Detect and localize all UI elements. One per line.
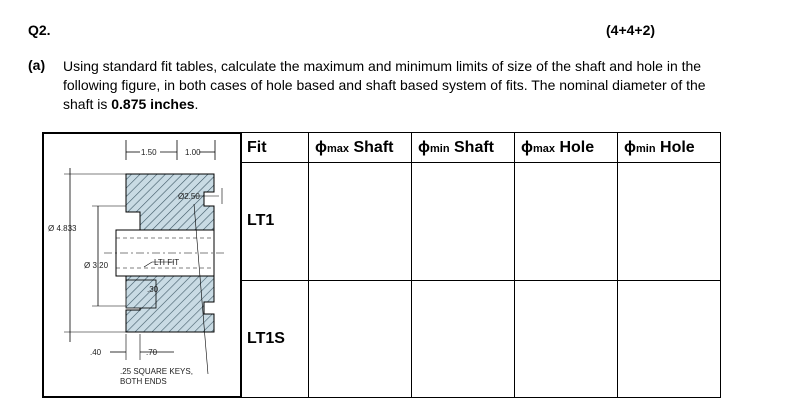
dim-1-00: 1.00 bbox=[185, 148, 201, 157]
dim-0-40: .40 bbox=[90, 348, 102, 357]
answer-cell[interactable] bbox=[515, 163, 618, 281]
header-sub: max bbox=[327, 142, 350, 155]
header-fit bbox=[241, 133, 309, 163]
question-text-main: Using standard fit tables, calculate the maximum and minimum limits of size of the shaft and hole in the following figure, in both cases of hole based and shaft based system of fits. The nominal diameter of the shaft is bbox=[63, 58, 706, 112]
header-sub: max bbox=[533, 142, 556, 155]
fit-callout: LTI FIT bbox=[154, 258, 180, 267]
header-suffix: Hole bbox=[555, 138, 595, 156]
header-fit-label: Fit bbox=[247, 138, 267, 156]
gear-drawing bbox=[44, 134, 240, 396]
answer-cell[interactable] bbox=[309, 280, 412, 398]
header-sub: min bbox=[636, 142, 656, 155]
header-max-shaft bbox=[309, 133, 412, 163]
header-min-shaft bbox=[412, 133, 515, 163]
dim-dia-2-50: Ø2.50 bbox=[178, 192, 200, 201]
answer-cell[interactable] bbox=[515, 280, 618, 398]
table-row bbox=[241, 280, 721, 398]
table-row bbox=[241, 163, 721, 281]
answer-cell[interactable] bbox=[618, 280, 721, 398]
fits-table bbox=[240, 132, 721, 398]
header-sub: min bbox=[430, 142, 450, 155]
answer-cell[interactable] bbox=[412, 280, 515, 398]
header-max-hole bbox=[515, 133, 618, 163]
question-text bbox=[63, 57, 713, 114]
part-label: (a) bbox=[28, 57, 46, 73]
answer-cell[interactable] bbox=[412, 163, 515, 281]
dim-0-70: .70 bbox=[146, 348, 158, 357]
header-suffix: Shaft bbox=[449, 138, 495, 156]
fit-cell: LT1S bbox=[241, 280, 309, 398]
dim-dia-3-20: Ø 3.20 bbox=[84, 261, 109, 270]
phi-symbol: ϕ bbox=[624, 138, 636, 156]
answer-cell[interactable] bbox=[618, 163, 721, 281]
dim-0-30: .30 bbox=[147, 285, 159, 294]
fit-cell: LT1 bbox=[241, 163, 309, 281]
dim-dia-4-833: Ø 4.833 bbox=[48, 224, 77, 233]
dim-1-50: 1.50 bbox=[141, 148, 157, 157]
gear-upper-section bbox=[126, 174, 214, 230]
dim-top bbox=[126, 140, 215, 160]
header-suffix: Hole bbox=[655, 138, 695, 156]
header-suffix: Shaft bbox=[349, 138, 394, 156]
phi-symbol: ϕ bbox=[521, 138, 533, 156]
table-header-row bbox=[241, 133, 721, 163]
question-text-bold: 0.875 inches bbox=[111, 96, 195, 112]
header-min-hole bbox=[618, 133, 721, 163]
answer-cell[interactable] bbox=[309, 163, 412, 281]
note-keys: .25 SQUARE KEYS, bbox=[120, 367, 193, 376]
question-text-end: . bbox=[194, 96, 199, 112]
question-number: Q2. bbox=[28, 22, 51, 38]
gear-shaft-figure bbox=[42, 132, 242, 398]
question-marks: (4+4+2) bbox=[606, 22, 656, 38]
note-both-ends: BOTH ENDS bbox=[120, 377, 167, 386]
phi-symbol: ϕ bbox=[315, 138, 327, 156]
phi-symbol: ϕ bbox=[418, 138, 430, 156]
